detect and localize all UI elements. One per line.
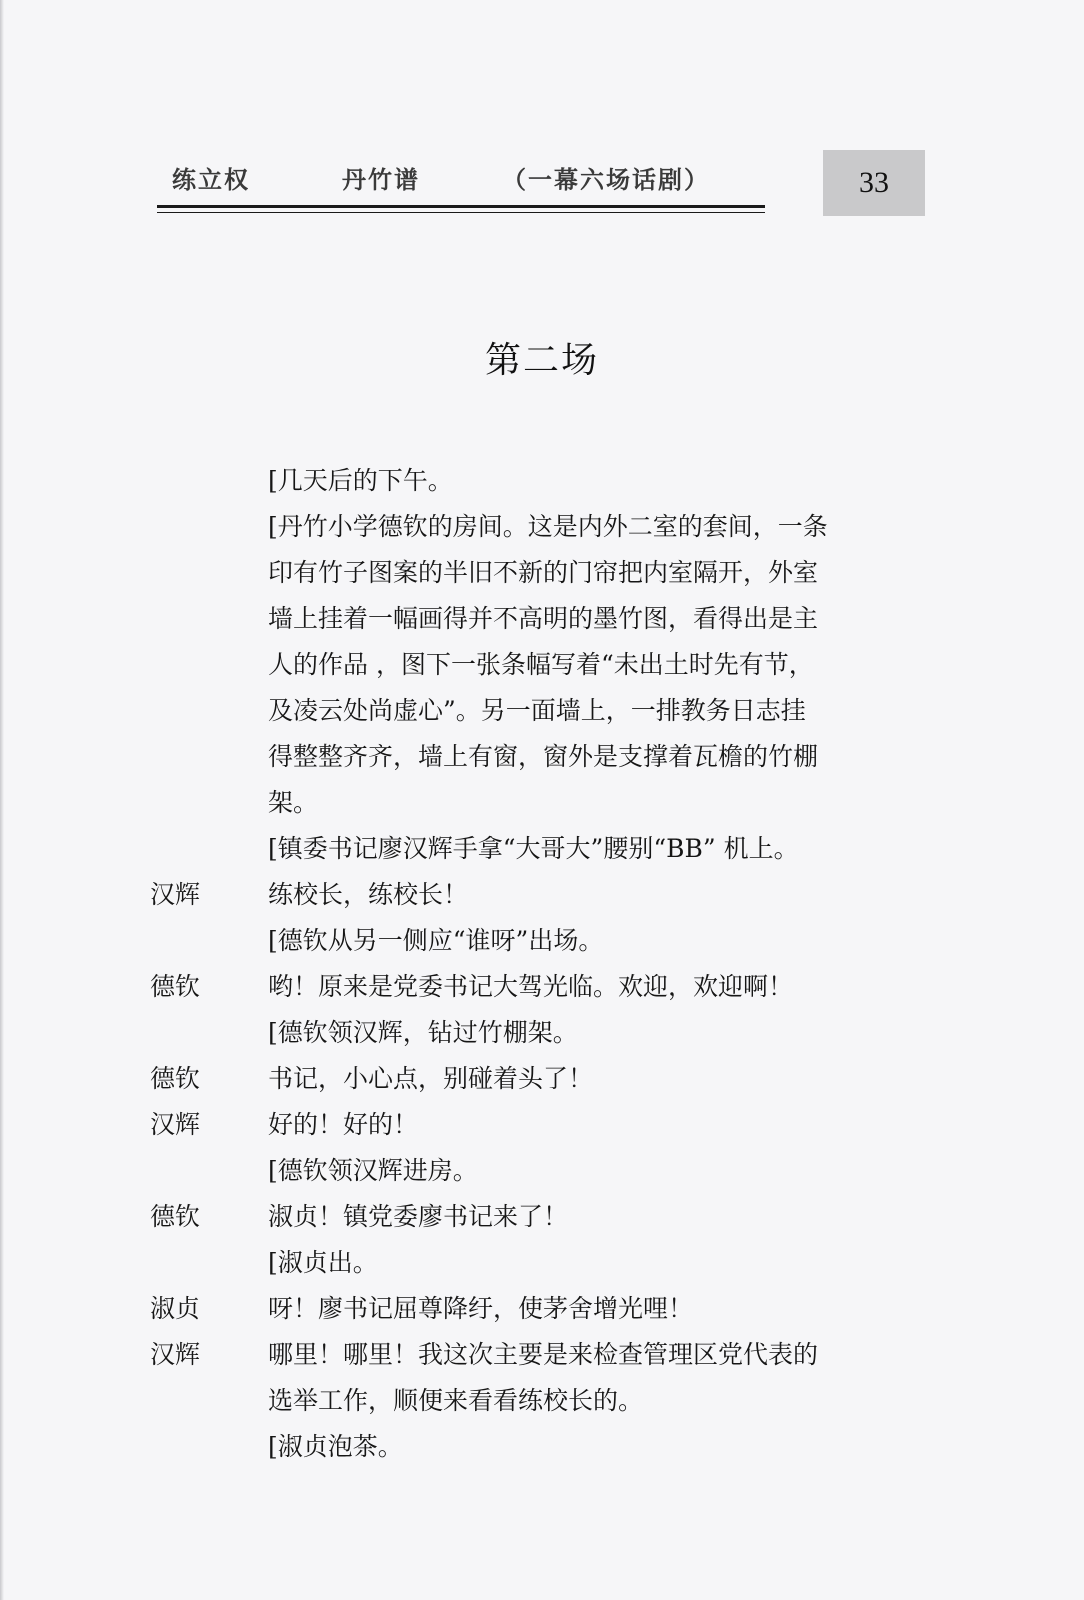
- speaker: [150, 734, 268, 780]
- script-line: [150, 1010, 930, 1056]
- line-text: [丹竹小学德钦的房间。这是内外二室的套间，一条: [268, 512, 828, 541]
- header-rule-thin: [157, 212, 765, 213]
- header-rule-thick: [157, 205, 765, 208]
- speaker: [150, 458, 268, 504]
- script-line: [150, 1194, 930, 1240]
- line-text: 架。: [268, 788, 319, 817]
- speaker: [150, 688, 268, 734]
- speaker: [150, 550, 268, 596]
- speaker: [150, 1240, 268, 1286]
- speaker: [150, 596, 268, 642]
- page-edge: [0, 0, 4, 1600]
- script-line: [150, 504, 930, 550]
- line-text: 选举工作，顺便来看看练校长的。: [268, 1386, 644, 1415]
- line-text: 书记，小心点，别碰着头了！: [268, 1064, 594, 1093]
- line-text: 哪里！哪里！我这次主要是来检查管理区党代表的: [268, 1340, 819, 1369]
- line-text: 得整整齐齐，墙上有窗，窗外是支撑着瓦檐的竹棚: [268, 742, 819, 771]
- speaker: 汉辉: [150, 1340, 201, 1369]
- script-line: [150, 1332, 930, 1378]
- scene-title: 第二场: [484, 340, 599, 381]
- speaker: 德钦: [150, 972, 201, 1001]
- script-line: [150, 596, 930, 642]
- script-line: [150, 688, 930, 734]
- script-line: [150, 1102, 930, 1148]
- speaker: 德钦: [150, 1202, 201, 1231]
- script-line: [150, 1424, 930, 1470]
- speaker: [150, 780, 268, 826]
- script-line: [150, 642, 930, 688]
- speaker: 汉辉: [150, 880, 201, 909]
- line-text: [德钦领汉辉进房。: [268, 1156, 478, 1185]
- header-genre: （一幕六场话剧）: [502, 166, 710, 194]
- script-line: [150, 964, 930, 1010]
- line-text: [德钦领汉辉，钻过竹棚架。: [268, 1018, 578, 1047]
- page-number: 33: [823, 150, 925, 216]
- header-title: 丹竹谱: [342, 166, 420, 194]
- script-line: [150, 872, 930, 918]
- line-text: 好的！好的！: [268, 1110, 419, 1139]
- speaker: [150, 826, 268, 872]
- script-line: [150, 1148, 930, 1194]
- script-line: [150, 1056, 930, 1102]
- script-line: [150, 1240, 930, 1286]
- speaker: 淑贞: [150, 1294, 201, 1323]
- line-text: [几天后的下午。: [268, 466, 453, 495]
- line-text: 人的作品 ，图下一张条幅写着“未出土时先有节，: [268, 650, 814, 679]
- script-line: [150, 826, 930, 872]
- speaker: 德钦: [150, 1064, 201, 1093]
- line-text: 淑贞！镇党委廖书记来了！: [268, 1202, 569, 1231]
- line-text: 哟！原来是党委书记大驾光临。欢迎，欢迎啊！: [268, 972, 794, 1001]
- script-line: [150, 1378, 930, 1424]
- speaker: 汉辉: [150, 1110, 201, 1139]
- script-line: [150, 1286, 930, 1332]
- speaker: [150, 1378, 268, 1424]
- line-text: [淑贞泡茶。: [268, 1432, 403, 1461]
- line-text: [德钦从另一侧应“谁呀”出场。: [268, 926, 604, 955]
- line-text: 练校长，练校长！: [268, 880, 469, 909]
- line-text: 及凌云处尚虚心”。另一面墙上，一排教务日志挂: [268, 696, 806, 725]
- speaker: [150, 1148, 268, 1194]
- speaker: [150, 504, 268, 550]
- line-text: 呀！廖书记屈尊降纡，使茅舍增光哩！: [268, 1294, 694, 1323]
- line-text: [镇委书记廖汉辉手拿“大哥大”腰别“BB” 机上。: [268, 834, 799, 863]
- header-author: 练立权: [172, 166, 250, 194]
- script-line: [150, 918, 930, 964]
- speaker: [150, 1010, 268, 1056]
- running-header: [172, 160, 752, 200]
- speaker: [150, 1424, 268, 1470]
- line-text: [淑贞出。: [268, 1248, 378, 1277]
- script-line: [150, 734, 930, 780]
- line-text: 墙上挂着一幅画得并不高明的墨竹图，看得出是主: [268, 604, 819, 633]
- script-line: [150, 780, 930, 826]
- speaker: [150, 642, 268, 688]
- line-text: 印有竹子图案的半旧不新的门帘把内室隔开，外室: [268, 558, 819, 587]
- script-body: [150, 458, 930, 1470]
- script-line: [150, 458, 930, 504]
- script-line: [150, 550, 930, 596]
- speaker: [150, 918, 268, 964]
